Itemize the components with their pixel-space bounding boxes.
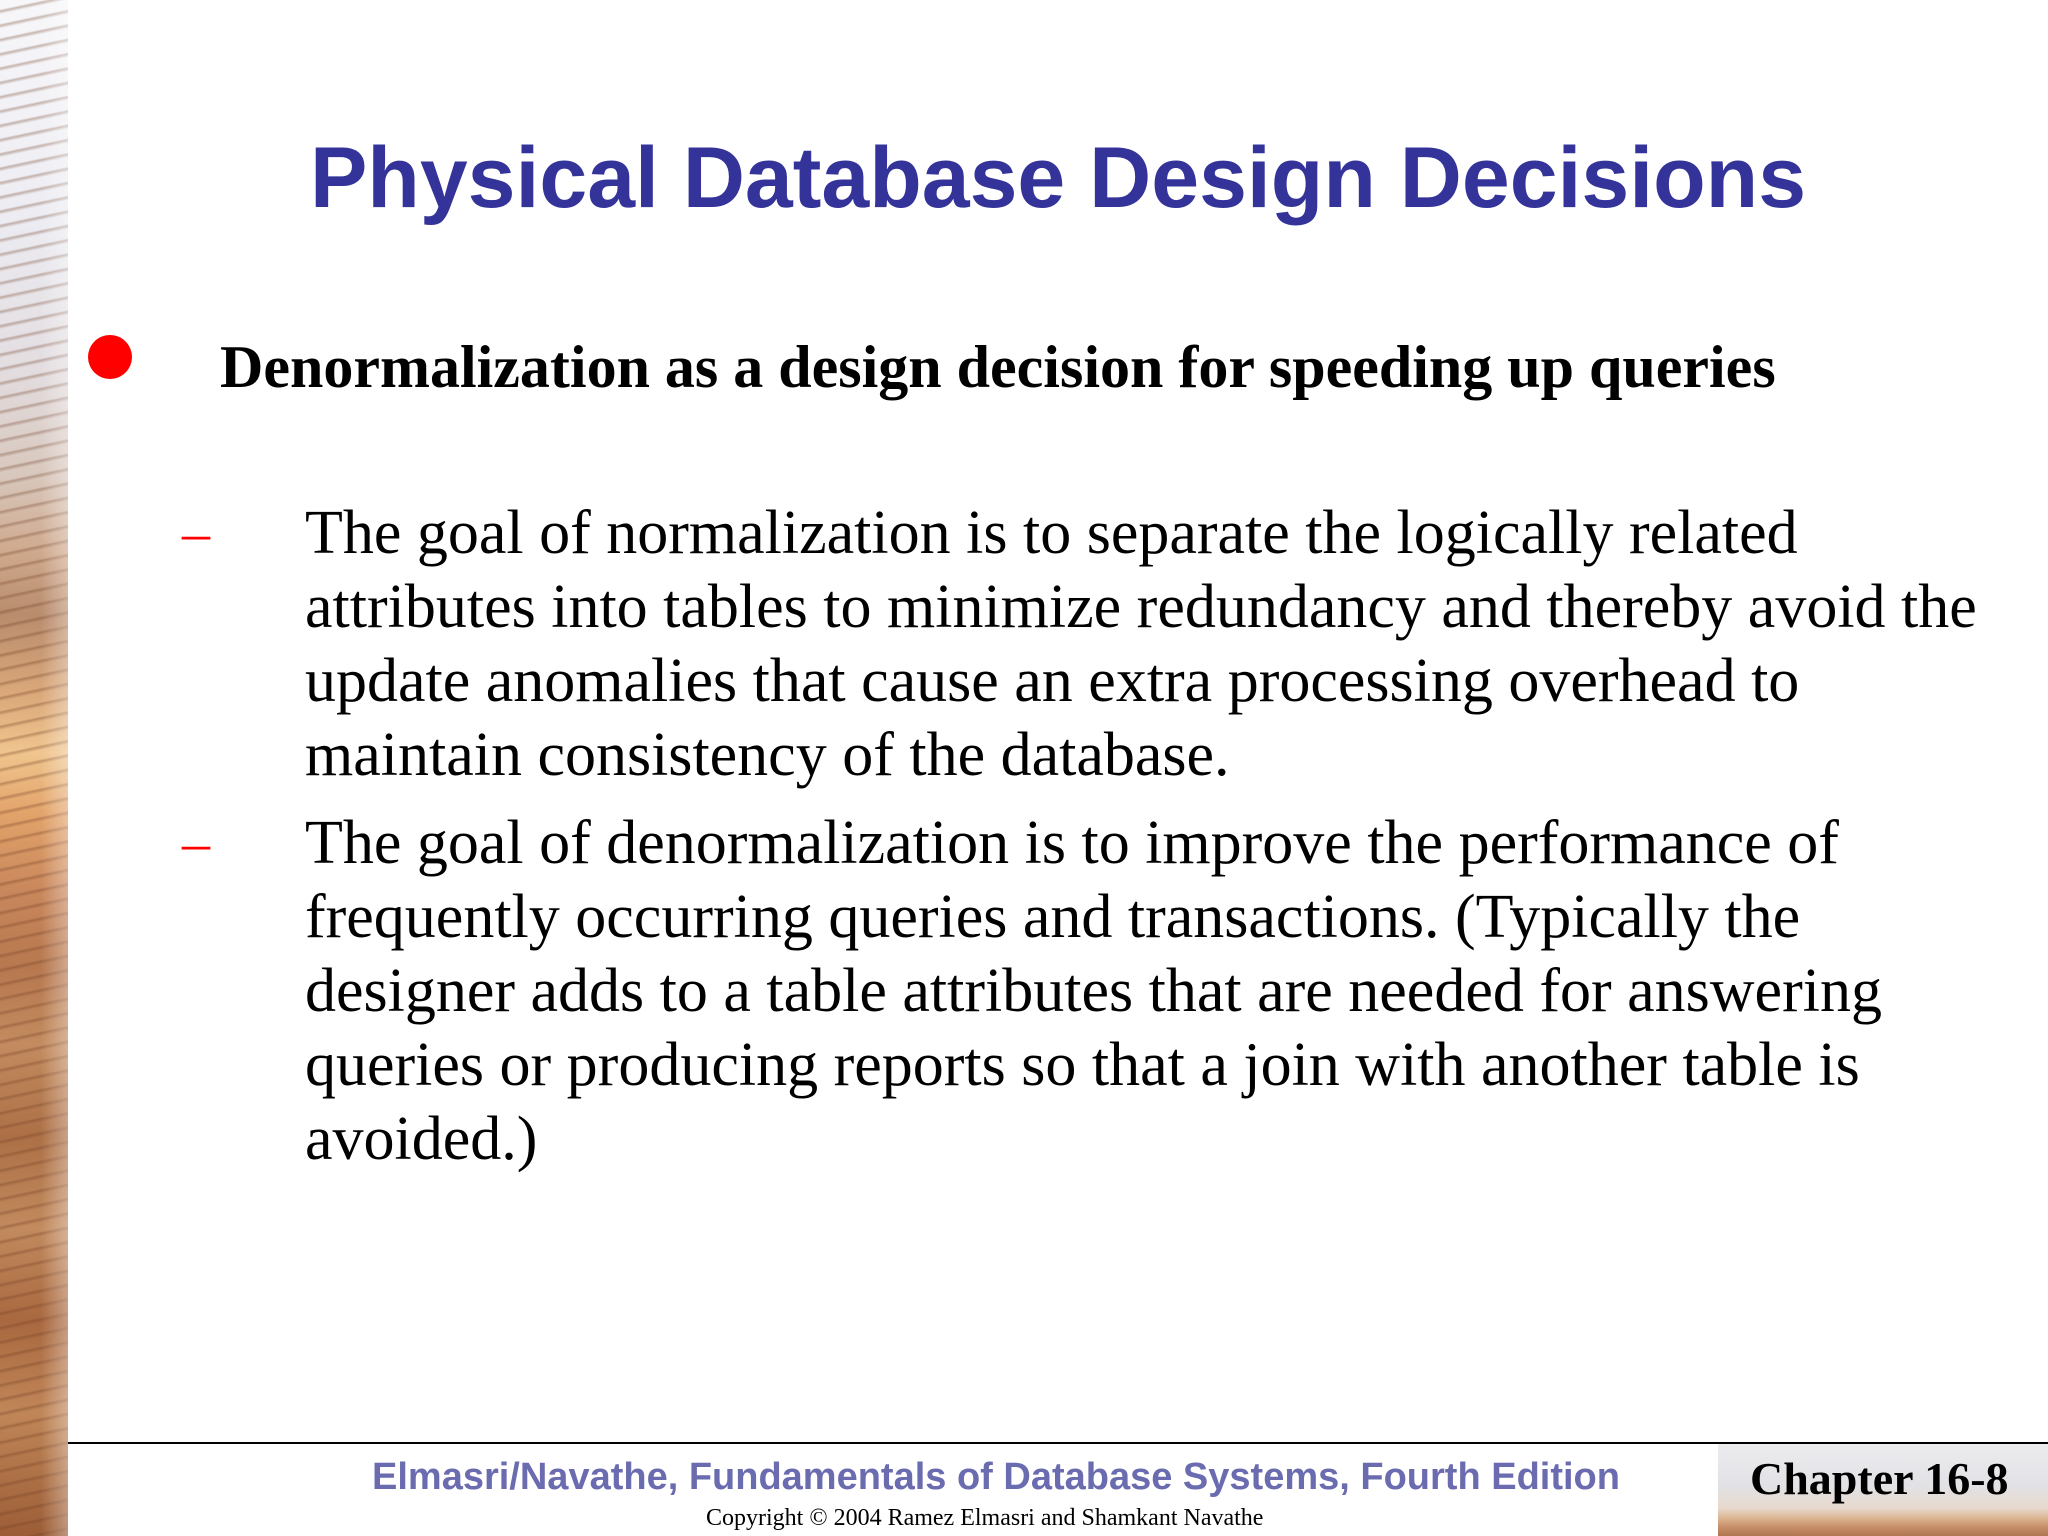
footer-book-title: Elmasri/Navathe, Fundamentals of Database Systems, Fourth Edition [372,1456,1620,1498]
slide-title: Physical Database Design Decisions [309,130,1807,226]
subpoint-normalization: The goal of normalization is to separate the logically related attributes into tables to minimize redundancy and thereby avoid the update anomalies that cause an extra processing overhead to maintain consistency of the database. [305,499,1977,789]
dash-icon: – [182,812,210,874]
decorative-desert-strip [0,0,68,1536]
bullet-dot-icon [88,335,132,379]
dash-icon: – [182,502,210,564]
chapter-number: Chapter 16-8 [1750,1453,2009,1504]
footer-copyright: Copyright © 2004 Ramez Elmasri and Shamkant Navathe [706,1505,1264,1531]
subpoint-denormalization: The goal of denormalization is to improve the performance of frequently occurring queries and transactions. (Typically the designer adds to a table attributes that are needed for answering queries or producing reports so that a join with another table is avoided.) [305,809,1882,1173]
main-bullet-text: Denormalization as a design decision for speeding up queries [220,334,1776,400]
